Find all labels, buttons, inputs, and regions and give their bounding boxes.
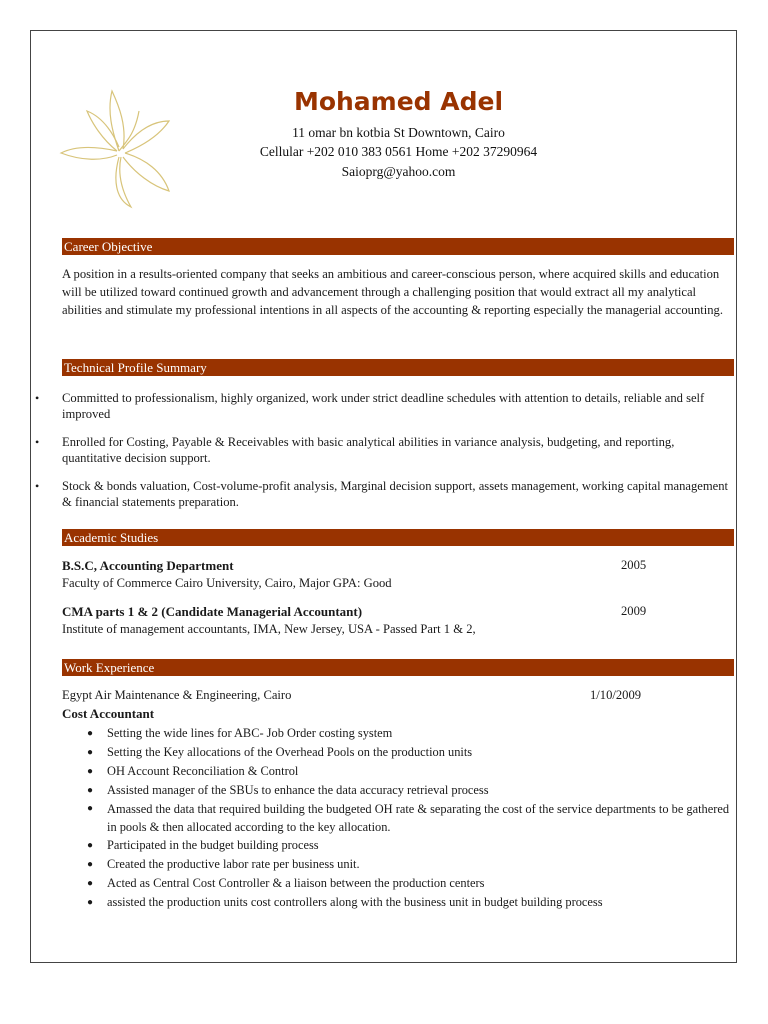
duties-list [85, 724, 735, 912]
bullet-icon: ● [87, 728, 94, 739]
duty-text: Assisted manager of the SBUs to enhance the data accuracy retrieval process [107, 783, 489, 797]
list-item [85, 893, 735, 912]
bullet-icon: ● [87, 859, 94, 870]
degree-detail: Faculty of Commerce Cairo University, Cairo, Major GPA: Good [62, 576, 392, 590]
degree-title: B.S.C, Accounting Department [62, 558, 234, 573]
section-heading-work-experience: Work Experience [62, 659, 734, 676]
degree-title: CMA parts 1 & 2 (Candidate Managerial Accountant) [62, 604, 363, 619]
list-item [85, 836, 735, 855]
duty-text: Setting the Key allocations of the Overhead Pools on the production units [107, 745, 473, 759]
duty-text: OH Account Reconciliation & Control [107, 764, 299, 778]
profile-item [35, 434, 736, 466]
bullet-icon: • [35, 391, 40, 405]
duty-text: Setting the wide lines for ABC- Job Order costing system [107, 726, 393, 740]
profile-item [35, 390, 736, 422]
employment-date: 1/10/2009 [590, 688, 642, 702]
career-objective-text: A position in a results-oriented company that seeks an ambitious and career-conscious person, where acquired skills and education will be utilized toward continued growth and advancement through a challenging position that would extract all my analytical abilities and stimulate my professional intentions in all aspects of the accounting & reporting especially the managerial accounting. [62, 267, 723, 317]
degree-year: 2009 [621, 604, 647, 618]
bullet-icon: ● [87, 803, 94, 814]
list-item [85, 762, 735, 781]
degree-detail: Institute of management accountants, IMA, New Jersey, USA - Passed Part 1 & 2, [62, 622, 476, 636]
list-item [85, 874, 735, 893]
profile-item [35, 478, 736, 510]
bullet-icon: ● [87, 766, 94, 777]
duty-text: Amassed the data that required building the budgeted OH rate & separating the cost of the service departments to be gathered in pools & then allocated according to the key allocation. [107, 802, 730, 834]
list-item [85, 743, 735, 762]
degree-year: 2005 [621, 558, 647, 572]
bullet-icon: ● [87, 897, 94, 908]
email: Saioprg@yahoo.com [341, 164, 456, 179]
profile-item-text: Stock & bonds valuation, Cost-volume-profit analysis, Marginal decision support, assets management, working capital management & financial statements preparation. [62, 479, 729, 509]
list-item [85, 781, 735, 800]
section-heading-technical-profile: Technical Profile Summary [62, 359, 734, 376]
bullet-icon: • [35, 479, 40, 493]
duty-text: Created the productive labor rate per business unit. [107, 857, 360, 871]
list-item [85, 855, 735, 874]
bullet-icon: ● [87, 840, 94, 851]
bullet-icon: ● [87, 747, 94, 758]
resume-page [30, 30, 737, 963]
bullet-icon: ● [87, 785, 94, 796]
employer: Egypt Air Maintenance & Engineering, Cairo [62, 688, 292, 702]
address: 11 omar bn kotbia St Downtown, Cairo [292, 125, 505, 140]
bullet-icon: ● [87, 878, 94, 889]
candidate-name: Mohamed Adel [293, 87, 504, 116]
profile-item-text: Enrolled for Costing, Payable & Receivables with basic analytical abilities in variance analysis, budgeting, and reporting, quantitative decision support. [62, 435, 675, 465]
list-item [85, 800, 735, 836]
job-title: Cost Accountant [62, 706, 155, 721]
profile-item-text: Committed to professionalism, highly organized, work under strict deadline schedules with attention to details, reliable and self improved [62, 391, 705, 421]
duty-text: Participated in the budget building process [107, 838, 319, 852]
list-item [85, 724, 735, 743]
section-heading-academic: Academic Studies [62, 529, 734, 546]
duty-text: Acted as Central Cost Controller & a liaison between the production centers [107, 876, 485, 890]
duty-text: assisted the production units cost controllers along with the business unit in budget building process [107, 895, 603, 909]
section-heading-career-objective: Career Objective [62, 238, 734, 255]
phone-numbers: Cellular +202 010 383 0561 Home +202 37290964 [259, 144, 538, 159]
bullet-icon: • [35, 435, 40, 449]
